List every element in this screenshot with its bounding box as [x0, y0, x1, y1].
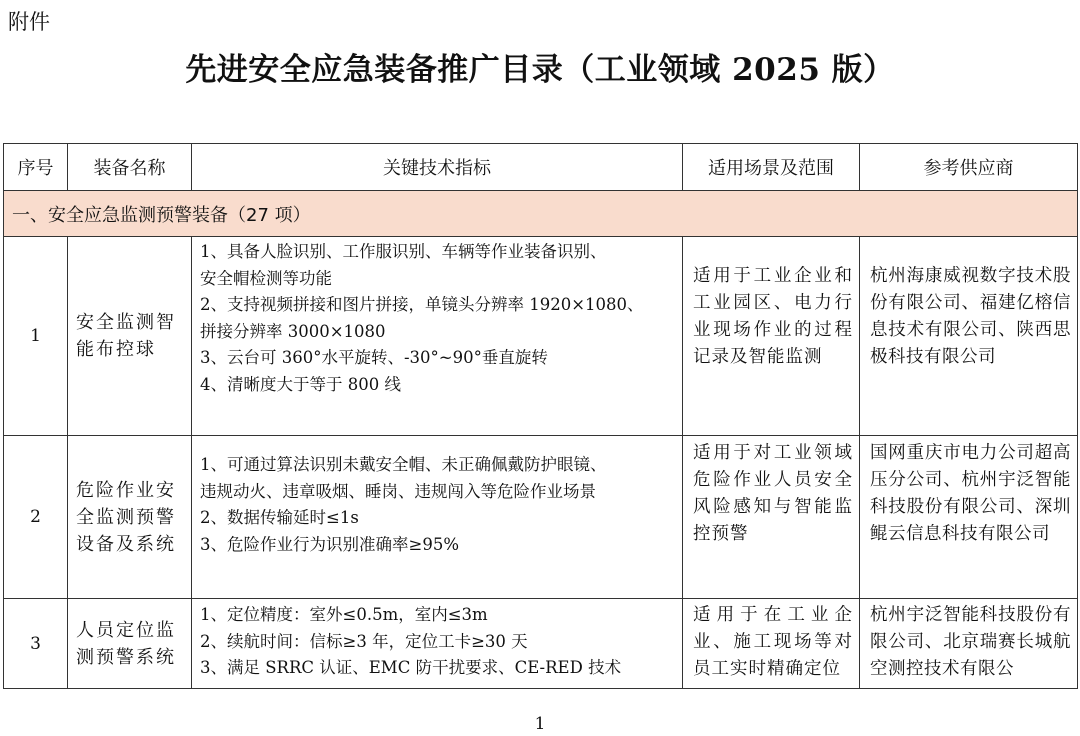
- spec-line: 安全帽检测等功能: [200, 268, 332, 288]
- spec-line: 4、清晰度大于等于 800 线: [200, 374, 401, 394]
- document-title: 先进安全应急装备推广目录（工业领域 2025 版）: [185, 52, 895, 88]
- spec-line: 2、支持视频拼接和图片拼接，单镜头分辨率 1920×1080、: [200, 295, 644, 314]
- spec-line: 1、定位精度：室外≤0.5m，室内≤3m: [200, 605, 488, 624]
- spec-line: 2、数据传输延时≤1s: [200, 508, 359, 527]
- reference-supplier: [860, 599, 1078, 689]
- table-row: [4, 436, 1078, 599]
- table-row: [4, 599, 1078, 689]
- spec-line: 3、满足 SRRC 认证、EMC 防干扰要求、CE-RED 技术: [200, 658, 622, 677]
- column-header-supplier: 参考供应商: [860, 144, 1078, 191]
- spec-line: 1、具备人脸识别、工作服识别、车辆等作业装备识别、: [200, 242, 607, 261]
- scene-text: 适用于在工业企业、施工现场等对员工实时精确定位: [693, 605, 853, 679]
- spec-line: 1、可通过算法识别未戴安全帽、未正确佩戴防护眼镜、: [200, 455, 607, 474]
- key-specs: [192, 599, 683, 689]
- column-header-no: 序号: [4, 144, 68, 191]
- table-row: [4, 237, 1078, 436]
- page-number: 1: [534, 714, 546, 734]
- row-number: 1: [4, 237, 68, 436]
- spec-line: 违规动火、违章吸烟、睡岗、违规闯入等危险作业场景: [200, 481, 596, 501]
- equipment-catalog-table: [3, 143, 1078, 689]
- column-header-scene: 适用场景及范围: [683, 144, 860, 191]
- section-row: [4, 191, 1078, 237]
- spec-clip: [200, 602, 674, 686]
- supplier-text: 杭州宇泛智能科技股份有限公司、北京瑞赛长城航空测控技术有限公: [870, 605, 1071, 679]
- spec-line: 2、续航时间：信标≥3 年，定位工卡≥30 天: [200, 631, 528, 651]
- spec-line: 3、危险作业行为识别准确率≥95%: [200, 534, 459, 554]
- spec-line: 3、云台可 360°水平旋转、-30°~90°垂直旋转: [200, 348, 548, 367]
- attachment-label: 附件: [8, 10, 50, 34]
- application-scene: 适用于对工业领域危险作业人员安全风险感知与智能监控预警: [683, 436, 860, 599]
- column-header-name: 装备名称: [68, 144, 192, 191]
- reference-supplier: 国网重庆市电力公司超高压分公司、杭州宇泛智能科技股份有限公司、深圳鲲云信息科技有限公司: [860, 436, 1078, 599]
- equipment-name: 人员定位监测预警系统: [68, 599, 192, 689]
- equipment-name: 安全监测智能布控球: [68, 237, 192, 436]
- application-scene: 适用于工业企业和工业园区、电力行业现场作业的过程记录及智能监测: [683, 237, 860, 436]
- table-header-row: [4, 144, 1078, 191]
- row-number: 2: [4, 436, 68, 599]
- key-specs: [192, 237, 683, 436]
- reference-supplier: 杭州海康威视数字技术股份有限公司、福建亿榕信息技术有限公司、陕西思极科技有限公司: [860, 237, 1078, 436]
- equipment-name: 危险作业安全监测预警设备及系统: [68, 436, 192, 599]
- section-title: 一、安全应急监测预警装备（27 项）: [4, 191, 1078, 237]
- application-scene: [683, 599, 860, 689]
- spec-line: 拼接分辨率 3000×1080: [200, 321, 386, 341]
- row-number: 3: [4, 599, 68, 689]
- column-header-specs: 关键技术指标: [192, 144, 683, 191]
- key-specs: [192, 436, 683, 599]
